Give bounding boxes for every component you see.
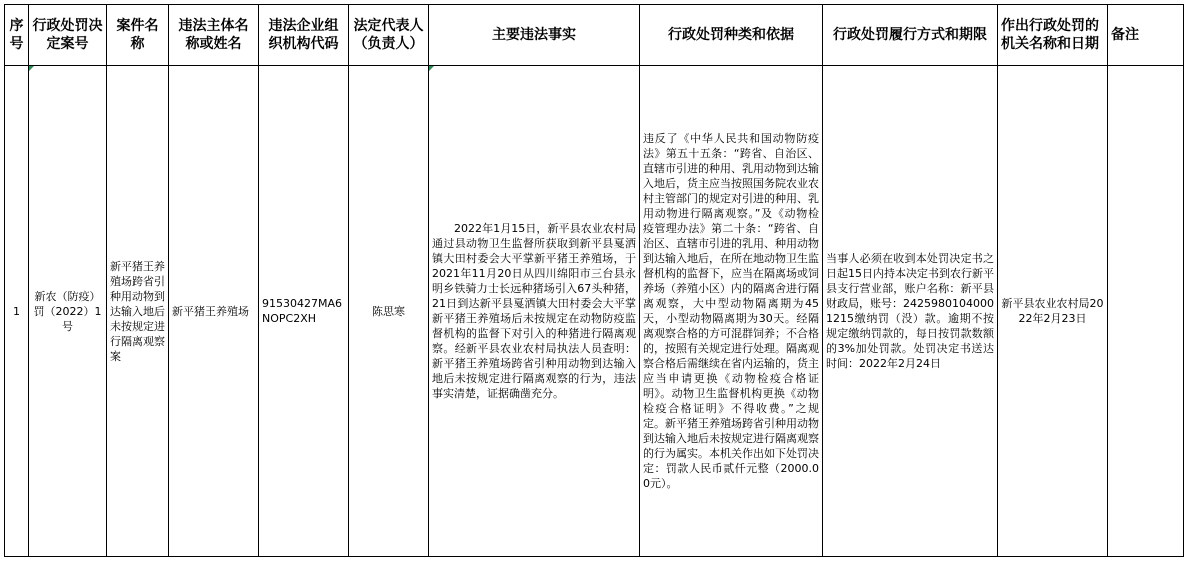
cell-facts: 2022年1月15日，新平县农业农村局通过县动物卫生监督所获取到新平县戛洒镇大田村委会大平掌新平猪王养殖场，于2021年11月20日从四川绵阳市三台县永明乡铁骑力士长远种猪场引入67头种猪，21日到达新平县戛洒镇大田村委会大平掌新平猪王养殖场后未按规定在动物防疫监督机构的监督下对引入的种猪进行隔离观察。经新平县农业农村局执法人员查明：新平猪王养殖场跨省引种用动物到达输入地后未按规定进行隔离观察的行为，违法事实清楚，证据确凿充分。: [429, 66, 640, 557]
header-case-name: 案件名称: [107, 5, 169, 66]
cell-case-no: 新农（防疫）罚（2022）1号: [29, 66, 107, 557]
header-subject: 违法主体名称或姓名: [169, 5, 259, 66]
cell-org-code: 91530427MA6NOPC2XH: [259, 66, 349, 557]
cell-authority: 新平县农业农村局2022年2月23日: [998, 66, 1108, 557]
cell-seq: 1: [5, 66, 29, 557]
cell-remark: [1108, 66, 1184, 557]
header-case-no: 行政处罚决定案号: [29, 5, 107, 66]
header-legal-rep: 法定代表人（负责人）: [349, 5, 429, 66]
header-facts: 主要违法事实: [429, 5, 640, 66]
header-row: [5, 5, 1184, 66]
cell-subject: 新平猪王养殖场: [169, 66, 259, 557]
header-penalty: 行政处罚种类和依据: [640, 5, 823, 66]
table-row: [5, 66, 1184, 557]
header-org-code: 违法企业组织机构代码: [259, 5, 349, 66]
cell-fulfill: 当事人必须在收到本处罚决定书之日起15日内持本决定书到农行新平县支行营业部，账户名称：新平县财政局，账号：24259801040001215缴纳罚（没）款。逾期不按规定缴纳罚款的，每日按罚款数额的3%加处罚款。处罚决定书送达时间：2022年2月24日: [823, 66, 998, 557]
cell-legal-rep: 陈思寒: [349, 66, 429, 557]
penalty-disclosure-table: [4, 4, 1184, 557]
header-remark: 备注: [1108, 5, 1184, 66]
header-authority: 作出行政处罚的机关名称和日期: [998, 5, 1108, 66]
header-seq: 序号: [5, 5, 29, 66]
cell-penalty: 违反了《中华人民共和国动物防疫法》第五十五条：“跨省、自治区、直辖市引进的种用、乳用动物到达输入地后，货主应当按照国务院农业农村主管部门的规定对引进的种用、乳用动物进行隔离观察。”及《动物检疫管理办法》第二十条：“跨省、自治区、直辖市引进的乳用、种用动物到达输入地后，在所在地动物卫生监督机构的监督下，应当在隔离场或饲养场（养殖小区）内的隔离舍进行隔离观察，大中型动物隔离期为45天，小型动物隔离期为30天。经隔离观察合格的方可混群饲养；不合格的，按照有关规定进行处理。隔离观察合格后需继续在省内运输的，货主应当申请更换《动物检疫合格证明》。动物卫生监督机构更换《动物检疫合格证明》不得收费。”之规定。新平猪王养殖场跨省引种用动物到达输入地后未按规定进行隔离观察的行为属实。本机关作出如下处罚决定：罚款人民币贰仟元整（2000.00元）。: [640, 66, 823, 557]
cell-case-name: 新平猪王养殖场跨省引种用动物到达输入地后未按规定进行隔离观察案: [107, 66, 169, 557]
header-fulfill: 行政处罚履行方式和期限: [823, 5, 998, 66]
